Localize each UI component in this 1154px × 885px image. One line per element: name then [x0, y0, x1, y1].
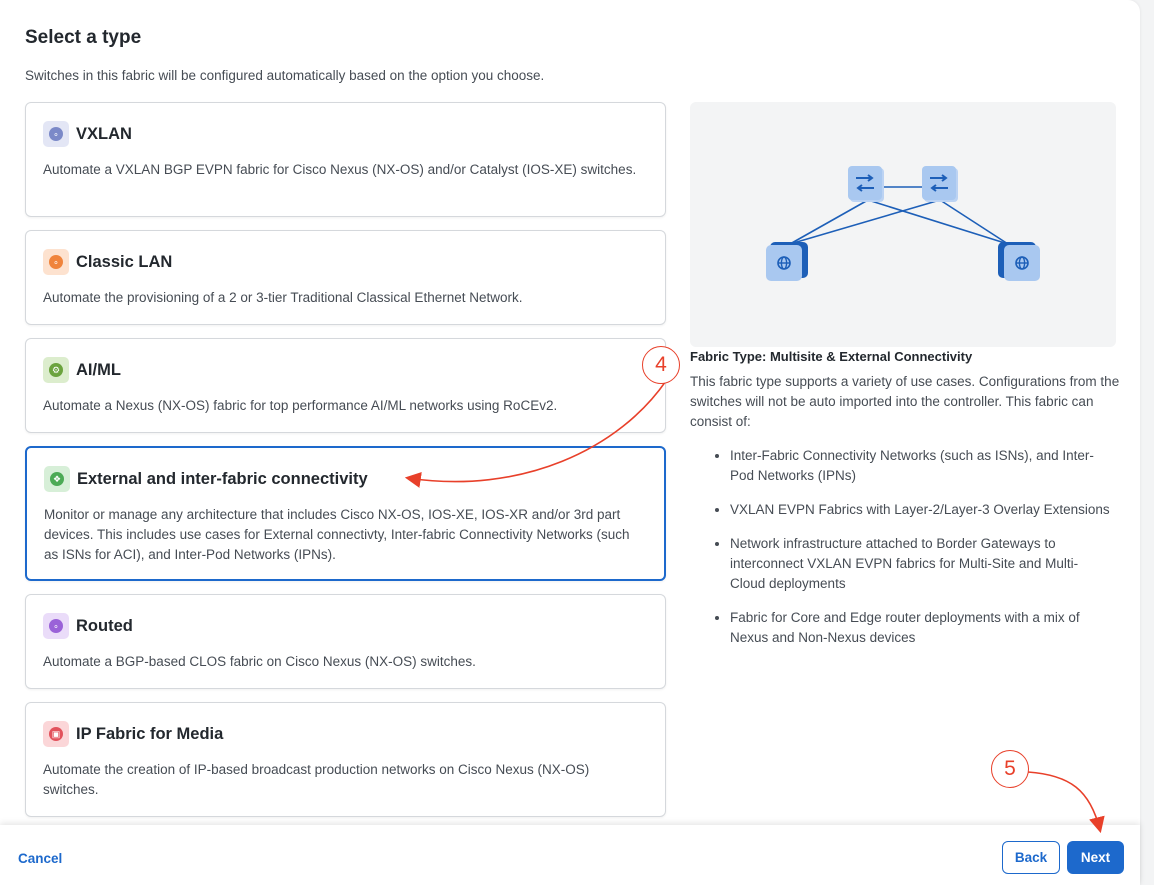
type-card-title: AI/ML	[76, 360, 121, 379]
topology-illustration	[690, 102, 1116, 347]
spine-switch-icon	[848, 166, 884, 202]
fabric-type-info-title: Fabric Type: Multisite & External Connectivity	[690, 349, 973, 364]
page-subtitle: Switches in this fabric will be configured automatically based on the option you choose.	[25, 68, 545, 83]
type-card-title: VXLAN	[76, 124, 132, 143]
cancel-button[interactable]: Cancel	[18, 851, 63, 866]
external-connectivity-icon: ❖	[44, 466, 70, 492]
fabric-type-info-description: This fabric type supports a variety of use cases. Configurations from the switches will not be auto imported into the controller. This fabric can consist of:	[690, 374, 1120, 429]
type-card-ai-ml[interactable]	[25, 338, 666, 433]
annotation-step-5: 5	[991, 750, 1029, 788]
type-card-ip-fabric-media[interactable]	[25, 702, 666, 817]
topology-diagram	[690, 102, 1116, 347]
type-card-title: IP Fabric for Media	[76, 724, 224, 743]
classic-lan-icon: ∘	[43, 249, 69, 275]
wizard-footer	[0, 825, 1140, 885]
globe-node-icon	[998, 242, 1040, 281]
type-card-description: Monitor or manage any architecture that includes Cisco NX-OS, IOS-XE, IOS-XR and/or 3rd part devices. This includes use cases for External connectivty, Inter-fabric Connectivity Networks (such as ISNs for ACI), and Inter-Pod Networks (IPNs).	[44, 507, 630, 562]
media-icon: ▣	[43, 721, 69, 747]
type-card-title: External and inter-fabric connectivity	[77, 469, 368, 488]
vxlan-icon: ∘	[43, 121, 69, 147]
list-item: Network infrastructure attached to Border Gateways to interconnect VXLAN EVPN fabrics for Multi-Site and Multi-Cloud deployments	[690, 534, 1110, 594]
type-card-description: Automate the creation of IP-based broadcast production networks on Cisco Nexus (NX-OS) switches.	[43, 762, 590, 797]
fabric-type-info-list	[690, 446, 1110, 662]
type-card-description: Automate the provisioning of a 2 or 3-tier Traditional Classical Ethernet Network.	[43, 290, 523, 305]
type-card-title: Classic LAN	[76, 252, 173, 271]
list-item: VXLAN EVPN Fabrics with Layer-2/Layer-3 Overlay Extensions	[690, 500, 1110, 520]
type-card-routed[interactable]	[25, 594, 666, 689]
list-item: Inter-Fabric Connectivity Networks (such as ISNs), and Inter-Pod Networks (IPNs)	[690, 446, 1110, 486]
annotation-step-4: 4	[642, 346, 680, 384]
globe-node-icon	[766, 242, 808, 281]
type-card-description: Automate a BGP-based CLOS fabric on Cisco Nexus (NX-OS) switches.	[43, 654, 476, 669]
type-card-external-connectivity[interactable]	[25, 446, 666, 581]
spine-switch-icon	[922, 166, 958, 202]
type-card-classic-lan[interactable]	[25, 230, 666, 325]
page-title: Select a type	[25, 27, 142, 48]
back-button[interactable]: Back	[1002, 841, 1060, 874]
type-card-vxlan[interactable]	[25, 102, 666, 217]
type-card-description: Automate a VXLAN BGP EVPN fabric for Cisco Nexus (NX-OS) and/or Catalyst (IOS-XE) switches.	[43, 162, 637, 177]
type-card-title: Routed	[76, 616, 133, 635]
type-card-description: Automate a Nexus (NX-OS) fabric for top performance AI/ML networks using RoCEv2.	[43, 398, 558, 413]
next-button[interactable]: Next	[1067, 841, 1124, 874]
routed-icon: ∘	[43, 613, 69, 639]
list-item: Fabric for Core and Edge router deployments with a mix of Nexus and Non-Nexus devices	[690, 608, 1110, 648]
ai-ml-icon: ⚙	[43, 357, 69, 383]
